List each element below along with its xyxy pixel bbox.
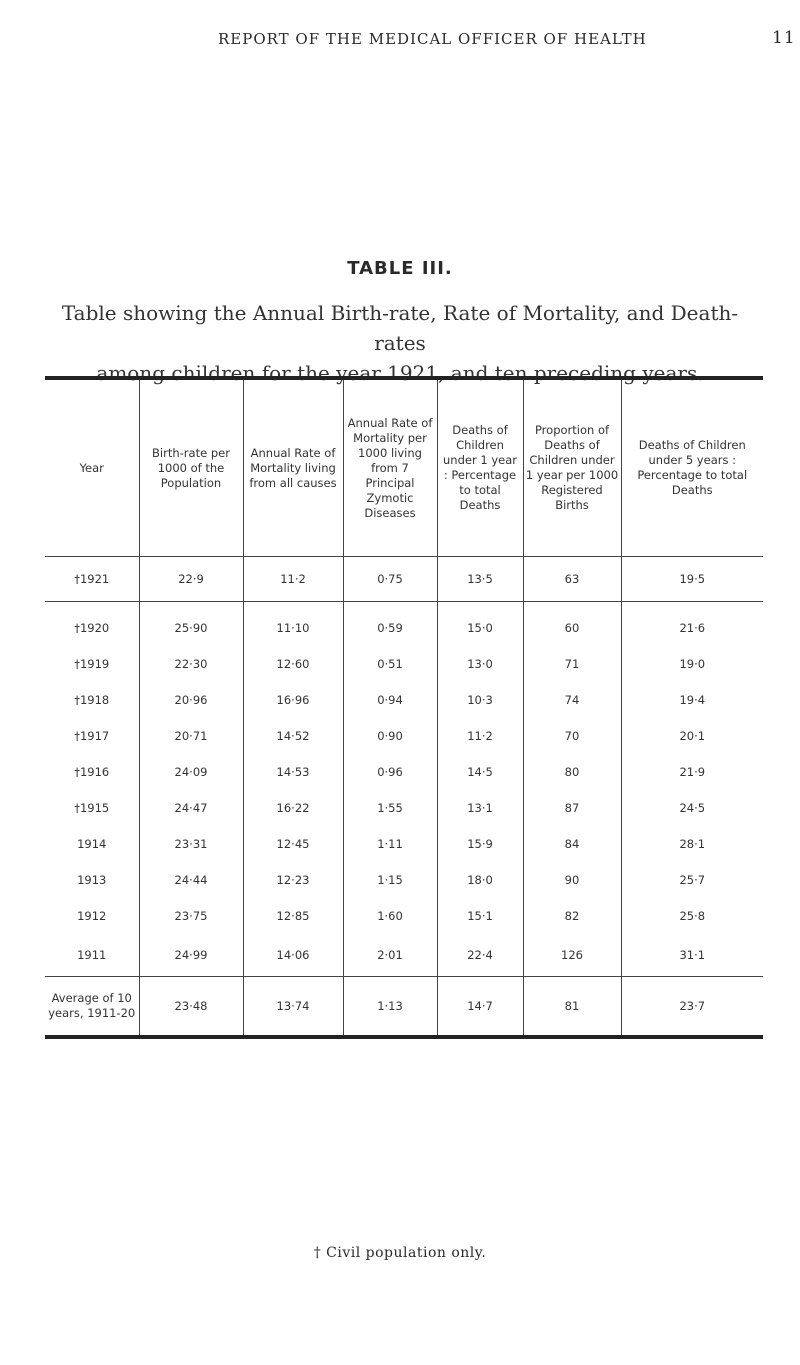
cell-infant-death-pct: 14·5 <box>437 754 523 790</box>
spacer-cell <box>139 602 243 611</box>
spacer-cell <box>437 602 523 611</box>
spacer-cell <box>523 602 621 611</box>
header-row <box>45 378 763 557</box>
table-row <box>45 754 763 790</box>
cell-under-5-death-pct: 21·6 <box>621 610 763 646</box>
spacer-cell <box>621 602 763 611</box>
cell-birth-rate: 25·90 <box>139 610 243 646</box>
cell-birth-rate: 20·96 <box>139 682 243 718</box>
cell-zymotic-mortality: 1·55 <box>343 790 437 826</box>
table-title: TABLE III. <box>347 258 453 279</box>
cell-year: 1911 <box>77 948 107 962</box>
cell-year: 1912 <box>77 909 107 923</box>
cell-zymotic-mortality: 0·96 <box>343 754 437 790</box>
cell-under-5-death-pct: 28·1 <box>621 826 763 862</box>
table-row <box>45 646 763 682</box>
average-year: Average of 10 years, 1911-20 <box>45 977 139 1038</box>
cell-year: †1918 <box>74 693 110 707</box>
cell-under-5-death-pct: 20·1 <box>621 718 763 754</box>
cell-year: †1916 <box>74 765 110 779</box>
cell-infant-death-pct: 15·9 <box>437 826 523 862</box>
cell-infant-deaths-per-1000: 74 <box>523 682 621 718</box>
average-mortality-all-causes: 13·74 <box>243 977 343 1038</box>
statistics-table-wrapper <box>45 376 763 1039</box>
table-row <box>45 718 763 754</box>
cell-infant-deaths-per-1000: 126 <box>523 934 621 977</box>
spacer-row <box>45 602 763 611</box>
cell-year: †1920 <box>74 621 110 635</box>
cell-mortality-all-causes: 16·96 <box>243 682 343 718</box>
cell-zymotic-mortality: 0·51 <box>343 646 437 682</box>
header-year: Year <box>45 378 139 557</box>
cell-infant-death-pct: 10·3 <box>437 682 523 718</box>
cell-infant-death-pct: 13·5 <box>437 557 523 602</box>
cell-infant-deaths-per-1000: 71 <box>523 646 621 682</box>
cell-zymotic-mortality: 1·15 <box>343 862 437 898</box>
cell-under-5-death-pct: 19·4 <box>621 682 763 718</box>
cell-mortality-all-causes: 12·45 <box>243 826 343 862</box>
cell-infant-deaths-per-1000: 60 <box>523 610 621 646</box>
average-row <box>45 977 763 1038</box>
cell-zymotic-mortality: 0·59 <box>343 610 437 646</box>
average-infant-death-pct: 14·7 <box>437 977 523 1038</box>
caption-line-1: Table showing the Annual Birth-rate, Rate of Mortality, and Death-rates <box>61 301 739 355</box>
table-row <box>45 610 763 646</box>
spacer-cell <box>45 602 139 611</box>
cell-year: †1915 <box>74 801 110 815</box>
header-infant-death-percentage: Deaths of Children under 1 year : Percentage to total Deaths <box>437 378 523 557</box>
cell-under-5-death-pct: 25·7 <box>621 862 763 898</box>
cell-year: 1914 <box>77 837 107 851</box>
statistics-table <box>45 376 763 1039</box>
cell-infant-deaths-per-1000: 63 <box>523 557 621 602</box>
table-row <box>45 682 763 718</box>
cell-infant-death-pct: 15·1 <box>437 898 523 934</box>
cell-infant-deaths-per-1000: 80 <box>523 754 621 790</box>
cell-infant-deaths-per-1000: 82 <box>523 898 621 934</box>
cell-year: †1917 <box>74 729 110 743</box>
page-number: 11 <box>772 28 796 48</box>
cell-infant-deaths-per-1000: 84 <box>523 826 621 862</box>
cell-mortality-all-causes: 14·53 <box>243 754 343 790</box>
cell-infant-death-pct: 22·4 <box>437 934 523 977</box>
cell-mortality-all-causes: 12·23 <box>243 862 343 898</box>
table-row <box>45 790 763 826</box>
cell-birth-rate: 24·47 <box>139 790 243 826</box>
cell-mortality-all-causes: 16·22 <box>243 790 343 826</box>
header-under-5-death-percentage: Deaths of Children under 5 years : Percentage to total Deaths <box>621 378 763 557</box>
header-birth-rate: Birth-rate per 1000 of the Population <box>139 378 243 557</box>
cell-infant-death-pct: 13·1 <box>437 790 523 826</box>
cell-zymotic-mortality: 2·01 <box>343 934 437 977</box>
cell-birth-rate: 24·44 <box>139 862 243 898</box>
header-infant-deaths-per-1000-births: Proportion of Deaths of Children under 1 year per 1000 Registered Births <box>523 378 621 557</box>
average-zymotic-mortality: 1·13 <box>343 977 437 1038</box>
cell-birth-rate: 24·09 <box>139 754 243 790</box>
cell-infant-death-pct: 11·2 <box>437 718 523 754</box>
average-infant-deaths-per-1000: 81 <box>523 977 621 1038</box>
cell-birth-rate: 24·99 <box>139 934 243 977</box>
caption-line-2: among children for the year 1921, and ten preceding years. <box>96 361 704 385</box>
spacer-cell <box>343 602 437 611</box>
cell-infant-death-pct: 15·0 <box>437 610 523 646</box>
average-under-5-death-pct: 23·7 <box>621 977 763 1038</box>
cell-under-5-death-pct: 21·9 <box>621 754 763 790</box>
footnote: † Civil population only. <box>313 1245 487 1261</box>
cell-mortality-all-causes: 11·10 <box>243 610 343 646</box>
spacer-cell <box>243 602 343 611</box>
cell-birth-rate: 23·75 <box>139 898 243 934</box>
cell-zymotic-mortality: 1·60 <box>343 898 437 934</box>
table-row <box>45 898 763 934</box>
header-mortality-all-causes: Annual Rate of Mortality living from all causes <box>243 378 343 557</box>
cell-under-5-death-pct: 25·8 <box>621 898 763 934</box>
table-row <box>45 826 763 862</box>
cell-under-5-death-pct: 19·0 <box>621 646 763 682</box>
cell-birth-rate: 22·9 <box>139 557 243 602</box>
cell-infant-death-pct: 13·0 <box>437 646 523 682</box>
cell-mortality-all-causes: 14·52 <box>243 718 343 754</box>
cell-birth-rate: 22·30 <box>139 646 243 682</box>
header-zymotic-mortality: Annual Rate of Mortality per 1000 living from 7 Principal Zymotic Diseases <box>343 378 437 557</box>
cell-mortality-all-causes: 11·2 <box>243 557 343 602</box>
table-row <box>45 557 763 602</box>
table-caption <box>40 298 760 388</box>
cell-under-5-death-pct: 19·5 <box>621 557 763 602</box>
cell-zymotic-mortality: 1·11 <box>343 826 437 862</box>
cell-infant-deaths-per-1000: 90 <box>523 862 621 898</box>
cell-mortality-all-causes: 12·60 <box>243 646 343 682</box>
cell-year: †1919 <box>74 657 110 671</box>
cell-zymotic-mortality: 0·75 <box>343 557 437 602</box>
cell-under-5-death-pct: 24·5 <box>621 790 763 826</box>
table-row <box>45 934 763 977</box>
cell-birth-rate: 23·31 <box>139 826 243 862</box>
running-title: REPORT OF THE MEDICAL OFFICER OF HEALTH <box>218 30 647 48</box>
cell-mortality-all-causes: 12·85 <box>243 898 343 934</box>
cell-birth-rate: 20·71 <box>139 718 243 754</box>
table-row <box>45 862 763 898</box>
cell-zymotic-mortality: 0·90 <box>343 718 437 754</box>
cell-zymotic-mortality: 0·94 <box>343 682 437 718</box>
average-birth-rate: 23·48 <box>139 977 243 1038</box>
cell-infant-death-pct: 18·0 <box>437 862 523 898</box>
cell-under-5-death-pct: 31·1 <box>621 934 763 977</box>
cell-year: 1913 <box>77 873 107 887</box>
cell-year: †1921 <box>45 557 139 602</box>
cell-infant-deaths-per-1000: 87 <box>523 790 621 826</box>
cell-mortality-all-causes: 14·06 <box>243 934 343 977</box>
table-body <box>45 557 763 1038</box>
cell-infant-deaths-per-1000: 70 <box>523 718 621 754</box>
